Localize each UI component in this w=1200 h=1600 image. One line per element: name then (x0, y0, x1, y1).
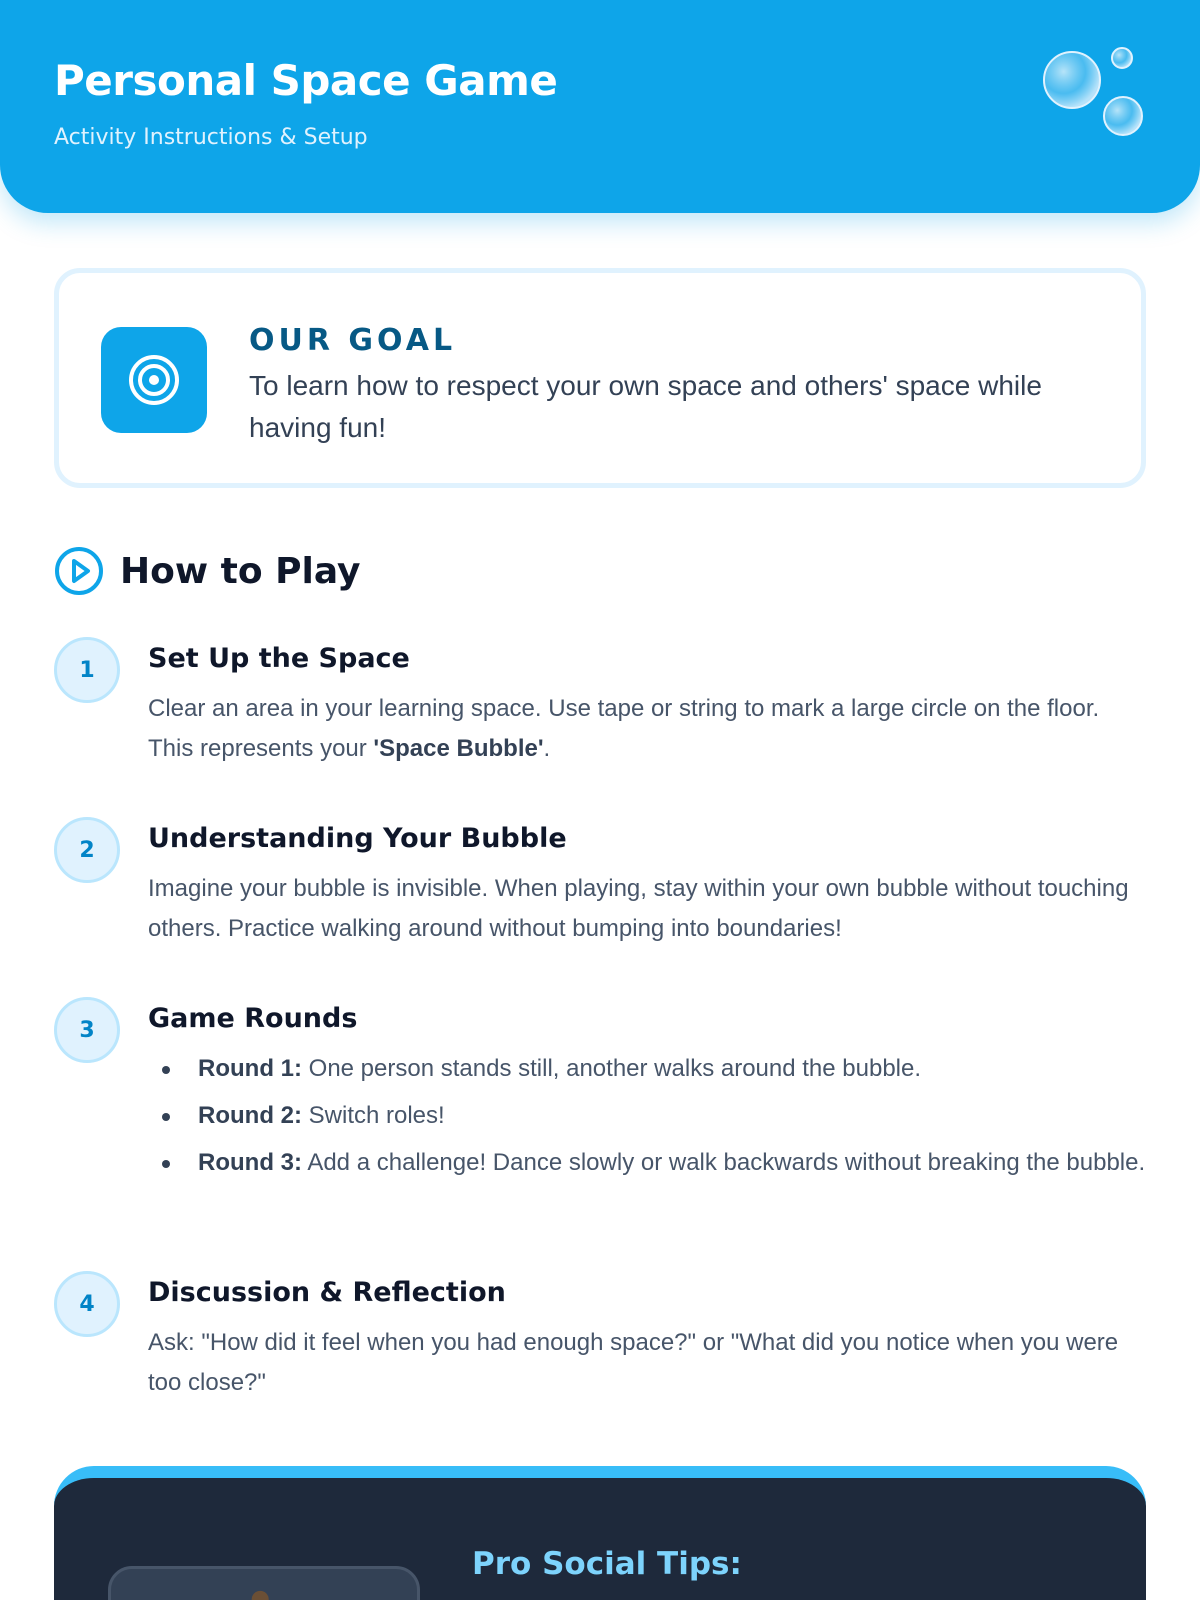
step-number: 4 (54, 1271, 120, 1337)
goal-label: OUR GOAL (249, 323, 457, 358)
step-2 (54, 817, 1154, 967)
tips-title: Pro Social Tips: (472, 1546, 742, 1582)
step-title: Understanding Your Bubble (148, 823, 567, 854)
header-banner (0, 0, 1200, 213)
round-text: Add a challenge! Dance slowly or walk backwards without breaking the bubble. (301, 1149, 1146, 1176)
step-text-part: Clear an area in your learning space. Use tape or string to mark a large circle on the floor. This represents your (148, 695, 1100, 762)
round-text: Switch roles! (301, 1102, 445, 1129)
step-title: Game Rounds (148, 1003, 358, 1034)
rounds-list (148, 1049, 1148, 1190)
space-bubble-term: 'Space Bubble' (373, 735, 544, 762)
section-title: How to Play (120, 550, 361, 592)
step-1 (54, 637, 1154, 787)
round-label: Round 2: (198, 1102, 302, 1129)
goal-text: To learn how to respect your own space and others' space while having fun! (249, 370, 1042, 443)
page-title: Personal Space Game (54, 56, 558, 105)
step-3 (54, 997, 1154, 1237)
list-item (148, 1096, 1148, 1136)
step-text: Ask: "How did it feel when you had enough space?" or "What did you notice when you were too close?" (148, 1329, 1119, 1396)
round-label: Round 3: (198, 1149, 302, 1176)
step-text: Imagine your bubble is invisible. When playing, stay within your own bubble without touching others. Practice walking around without bumping into boundaries! (148, 875, 1129, 942)
round-text: One person stands still, another walks around the bubble. (301, 1055, 922, 1082)
round-label: Round 1: (198, 1055, 302, 1082)
pro-tips-panel (54, 1466, 1146, 1600)
play-circle-icon (54, 546, 104, 596)
person-icon (111, 1569, 417, 1600)
step-title: Discussion & Reflection (148, 1277, 506, 1308)
step-4 (54, 1271, 1154, 1421)
step-text (148, 689, 1148, 769)
step-number: 1 (54, 637, 120, 703)
tips-illustration (108, 1566, 420, 1600)
step-title: Set Up the Space (148, 643, 410, 674)
step-text-part: . (543, 735, 551, 762)
target-icon (101, 327, 207, 433)
step-number: 2 (54, 817, 120, 883)
bubbles-icon (1040, 40, 1150, 150)
list-item (148, 1049, 1148, 1089)
step-number: 3 (54, 997, 120, 1063)
list-item (148, 1143, 1148, 1183)
page-subtitle: Activity Instructions & Setup (54, 125, 368, 150)
goal-card (54, 268, 1146, 488)
how-to-play-heading (54, 545, 361, 597)
